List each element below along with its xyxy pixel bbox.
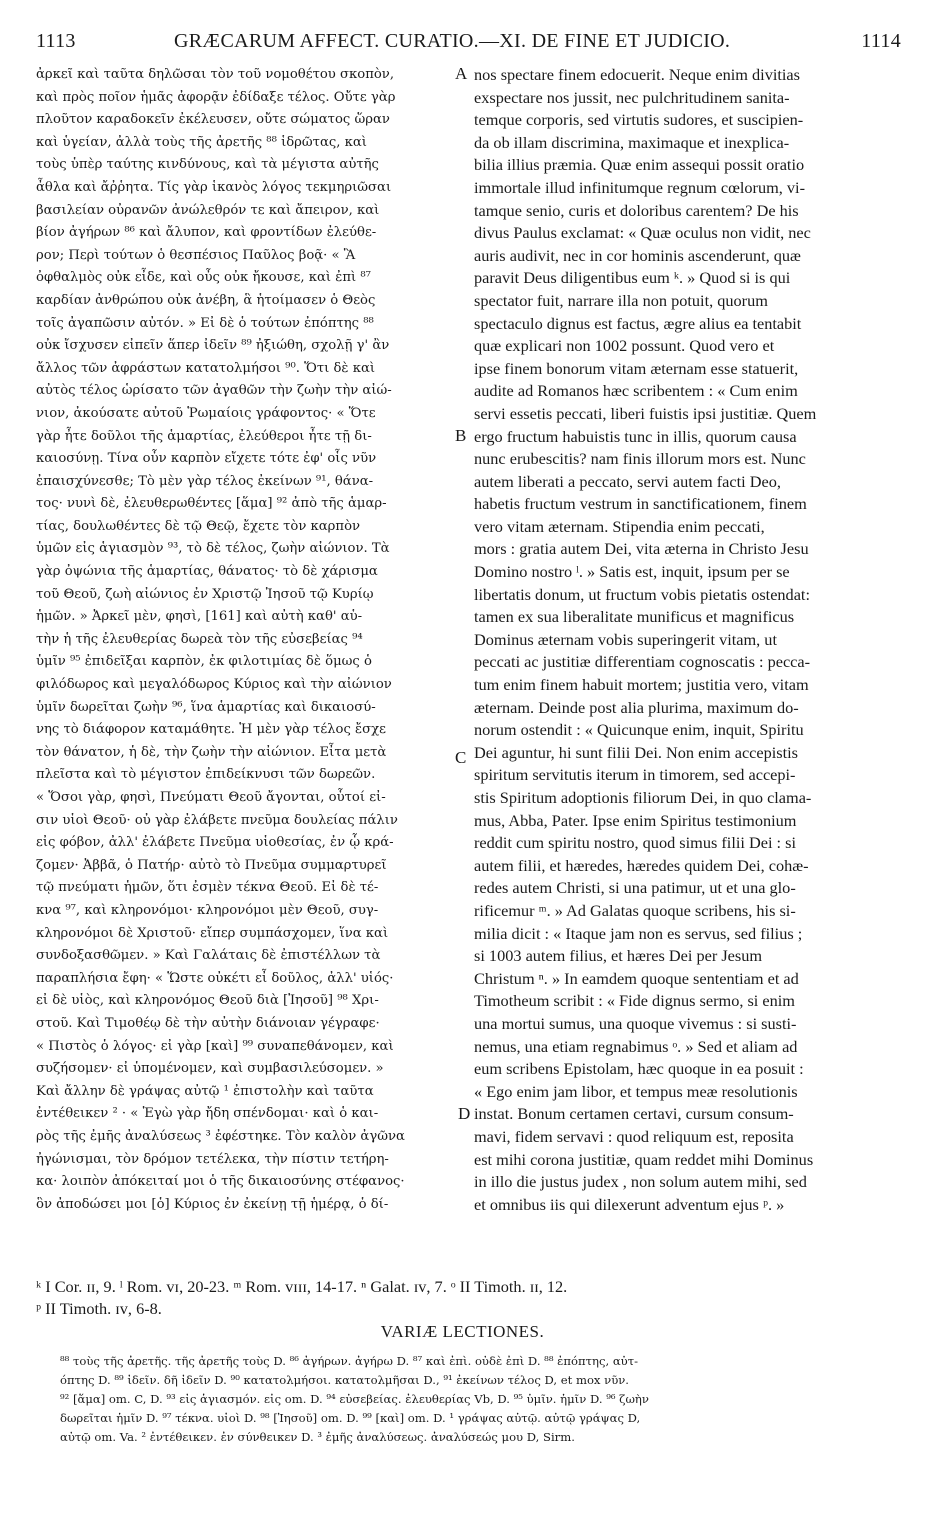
- latin-text-line: peccati ac justitiæ differentiam cognoscatis : pecca-: [474, 652, 811, 672]
- latin-text-line: autem filii, et hæredes, hæredes quidem Dei, cohæ-: [474, 855, 809, 875]
- latin-text-line: Timotheum scribit : « Fide dignus sermo, si enim: [474, 991, 795, 1011]
- latin-text-line: tamen ex sua liberalitate munificus et magnificus: [474, 607, 795, 627]
- greek-text-line: κληρονόμοι δὲ Χριστοῦ· εἴπερ συμπάσχομεν, ἵνα καὶ: [36, 925, 389, 941]
- margin-marker-c: C: [455, 748, 467, 767]
- latin-text-line: Dei aguntur, hi sunt filii Dei. Non enim accepistis: [474, 742, 799, 762]
- footnotes: [36, 1276, 896, 1320]
- greek-text-line: στοῦ. Καὶ Τιμοθέῳ δὲ τὴν αὐτὴν διάνοιαν γέγραφε·: [36, 1015, 380, 1031]
- latin-text-line: autem liberati a peccato, servi autem facti Deo,: [474, 471, 781, 491]
- latin-text-line: vero vitam æternam. Stipendia enim peccati,: [474, 516, 765, 536]
- greek-text-line: νης τὸ διάφορον καταμάθητε. Ἡ μὲν γὰρ τέλος ἔσχε: [36, 722, 386, 738]
- greek-text-line: καιοσύνῃ. Τίνα οὖν καρπὸν εἴχετε τότε ἐφ' οἷς νῦν: [36, 451, 377, 467]
- greek-text-line: ὑμῖν ⁹⁵ ἐπιδεῖξαι καρπὸν, ἐκ φιλοτιμίας δὲ ὅμως ὁ: [36, 654, 372, 670]
- latin-text-line: eum scribens Epistolam, hæc quoque in ea posuit :: [474, 1059, 804, 1079]
- greek-text-line: κα· λοιπὸν ἀπόκειταί μοι ὁ τῆς δικαιοσύνης στέφανος·: [36, 1174, 405, 1190]
- latin-text-line: quæ explicari non 1002 possunt. Quod vero et: [474, 336, 775, 356]
- latin-text-line: audite ad Romanos hæc scribentem : « Cum enim: [474, 381, 798, 401]
- page-header: [36, 30, 901, 60]
- latin-text-line: mus, Abba, Pater. Ipse enim Spiritus testimonium: [474, 810, 797, 830]
- greek-text-line: ἠγώνισμαι, τὸν δρόμον τετέλεκα, τὴν πίστιν τετήρη-: [36, 1151, 389, 1167]
- greek-text-line: ὃν ἀποδώσει μοι [ὁ] Κύριος ἐν ἐκείνῃ τῇ ἡμέρᾳ, ὁ δί-: [36, 1196, 389, 1212]
- greek-text-line: ἆθλα καὶ ἄῤῥητα. Τίς γὰρ ἱκανὸς λόγος τεκμηριῶσαι: [36, 179, 392, 195]
- greek-text-line: γὰρ ὀψώνια τῆς ἁμαρτίας, θάνατος· τὸ δὲ χάρισμα: [36, 564, 378, 580]
- margin-marker-a: A: [455, 64, 468, 83]
- latin-text-line: auris audivit, nec in cor hominis ascenderunt, quæ: [474, 245, 801, 265]
- greek-text-line: οὐκ ἴσχυσεν εἰπεῖν ἅπερ ἰδεῖν ⁸⁹ ἠξιώθη, σχολῇ γ' ἂν: [36, 338, 390, 354]
- latin-text-line: nemus, una etiam regnabimus ᵒ. » Sed et aliam ad: [474, 1036, 798, 1056]
- greek-text-line: ἀρκεῖ καὶ ταῦτα δηλῶσαι τὸν τοῦ νομοθέτου σκοπὸν,: [36, 67, 395, 82]
- greek-text-line: συνδοξασθῶμεν. » Καὶ Γαλάταις δὲ ἐπιστέλλων τὰ: [36, 948, 381, 964]
- latin-text-line: bilia illius præmia. Quæ enim assequi possit oratio: [474, 155, 805, 175]
- latin-text-line: da ob illam discrimina, maximaque et inexplica-: [474, 132, 790, 152]
- latin-text-line: paravit Deus diligentibus eum ᵏ. » Quod si is qui: [474, 268, 791, 288]
- greek-text-line: παραπλήσια ἔφη· « Ὥστε οὐκέτι εἶ δοῦλος, ἀλλ' υἱός·: [36, 970, 394, 986]
- greek-column: [36, 64, 456, 1216]
- greek-text-line: Καὶ ἄλλην δὲ γράψας αὐτῷ ¹ ἐπιστολὴν καὶ ταῦτα: [36, 1083, 374, 1099]
- greek-text-line: εἰς φόβον, ἀλλ' ἐλάβετε Πνεῦμα υἱοθεσίας, ἐν ᾧ κρά-: [36, 835, 394, 851]
- latin-text-line: mors : gratia autem Dei, vita æterna in Christo Jesu: [474, 539, 809, 559]
- greek-text-line: αὐτὸς τέλος ὡρίσατο τῶν ἀγαθῶν τὴν ζωὴν τὴν αἰώ-: [36, 383, 392, 399]
- variant-readings: [60, 1352, 896, 1447]
- latin-text-line: temque corporis, sed virtutis sudores, et suscipien-: [474, 110, 804, 130]
- greek-text-line: γὰρ ἦτε δοῦλοι τῆς ἁμαρτίας, ἐλεύθεροι ἦτε τῇ δι-: [36, 428, 372, 444]
- latin-text-line: rificemur ᵐ. » Ad Galatas quoque scribens, his si-: [474, 900, 796, 920]
- latin-text-line: norum ostendit : « Quicunque enim, inquit, Spiritu: [474, 720, 804, 740]
- margin-marker-b: B: [455, 426, 467, 445]
- latin-text-line: servi essetis peccati, liberi fuistis ipsi justitiæ. Quem: [474, 403, 817, 423]
- greek-text-line: νιον, ἀκούσατε αὐτοῦ Ῥωμαίοις γράφοντος· « Ὅτε: [36, 405, 376, 421]
- latin-text-line: exspectare nos jussit, nec pulchritudinem sanita-: [474, 87, 790, 107]
- greek-text-line: καρδίαν ἀνθρώπου οὐκ ἀνέβη, ἃ ἡτοίμασεν ὁ Θεὸς: [36, 292, 376, 308]
- greek-text-line: ἐπαισχύνεσθε; Τὸ μὲν γὰρ τέλος ἐκείνων ⁹¹, θάνα-: [36, 473, 374, 489]
- greek-text-line: « Ὅσοι γὰρ, φησὶ, Πνεύματι Θεοῦ ἄγονται, οὗτοί εἰ-: [36, 790, 386, 805]
- greek-text-line: τος· νυνὶ δὲ, ἐλευθερωθέντες [ἅμα] ⁹² ἀπὸ τῆς ἁμαρ-: [36, 496, 387, 512]
- latin-text-line: tum enim finem habuit mortem; justitia vero, vitam: [474, 675, 809, 695]
- latin-text-line: habetis fructum vestrum in sanctificationem, finem: [474, 494, 807, 514]
- latin-text-line: ipse finem bonorum vitam æternam esse statuerit,: [474, 358, 799, 378]
- greek-text-line: τοῖς ἀγαπῶσιν αὐτόν. » Εἰ δὲ ὁ τούτων ἐπόπτης ⁸⁸: [36, 315, 374, 331]
- footnote-line: ᵖ II Timoth. ɪᴠ, 6-8.: [36, 1299, 162, 1318]
- greek-text-line: ζομεν· Ἀββᾶ, ὁ Πατήρ· αὐτὸ τὸ Πνεῦμα συμμαρτυρεῖ: [36, 857, 387, 873]
- latin-text-line: spectaculo dignus est factus, ægre alius ea tentabit: [474, 313, 802, 333]
- greek-text-line: φιλόδωρος καὶ μεγαλόδωρος Κύριος καὶ τὴν αἰώνιον: [36, 677, 392, 693]
- latin-text-line: ergo fructum habuistis tunc in illis, quorum causa: [474, 426, 797, 446]
- greek-text-line: ὑμῖν δωρεῖται ζωὴν ⁹⁶, ἵνα ἁμαρτίας καὶ δικαιοσύ-: [36, 699, 376, 715]
- latin-text-line: Domino nostro ˡ. » Satis est, inquit, ipsum per se: [474, 562, 790, 582]
- latin-text-line: nos spectare finem edocuerit. Neque enim divitias: [474, 65, 800, 84]
- latin-column: [474, 64, 894, 1216]
- variae-lectiones-heading: VARIÆ LECTIONES.: [380, 1322, 545, 1341]
- greek-text-line: καὶ ὑγείαν, ἀλλὰ τοὺς τῆς ἀρετῆς ⁸⁸ ἱδρῶτας, καὶ: [36, 134, 367, 150]
- greek-text-line: ἄλλος τῶν ἀφράστων κατατολμήσοι ⁹⁰. Ὅτι δὲ καὶ: [36, 360, 376, 376]
- greek-text-line: τοῦ Θεοῦ, ζωὴ αἰώνιος ἐν Χριστῷ Ἰησοῦ τῷ Κυρίῳ: [36, 586, 374, 602]
- greek-text-line: κνα ⁹⁷, καὶ κληρονόμοι· κληρονόμοι μὲν Θεοῦ, συγ-: [36, 902, 379, 918]
- greek-text-line: τὴν ἡ τῆς ἐλευθερίας δωρεὰ τὸν τῆς εὐσεβείας ⁹⁴: [36, 631, 363, 647]
- greek-text-line: ὀφθαλμὸς οὐκ εἶδε, καὶ οὖς οὐκ ἤκουσε, καὶ ἐπὶ ⁸⁷: [36, 270, 371, 286]
- latin-text-line: mavi, fidem servavi : quod reliquum est, reposita: [474, 1126, 794, 1146]
- latin-text-line: spiritum servitutis iterum in timorem, sed accepi-: [474, 765, 796, 785]
- greek-text-line: βίον ἀγήρων ⁸⁶ καὶ ἄλυπον, καὶ φροντίδων ἐλεύθε-: [36, 225, 377, 241]
- margin-marker-d: D: [458, 1104, 471, 1123]
- latin-text-line: nunc erubescitis? nam finis illorum mors est. Nunc: [474, 449, 806, 469]
- latin-text-line: si 1003 autem filius, et hæres Dei per Jesum: [474, 946, 763, 966]
- variant-line: ⁹² [ἅμα] om. C, D. ⁹³ εἰς ἁγιασμόν. εἰς om. D. ⁹⁴ εὐσεβείας. ἐλευθερίας Vb, D. ⁹⁵ ὑμῖν. ἡμῖν D. ⁹⁶ ζωὴν: [60, 1392, 649, 1406]
- page-number-left: 1113: [36, 30, 76, 52]
- greek-text-line: βασιλείαν οὐρανῶν ἀνώλεθρόν τε καὶ ἄπειρον, καὶ: [36, 202, 380, 218]
- latin-text-line: immortale illud infinitumque regnum cœlorum, vi-: [474, 177, 805, 197]
- latin-text-line: in illo die justus judex , non solum autem mihi, sed: [474, 1172, 807, 1192]
- greek-text-line: ἐντέθεικεν ² · « Ἐγὼ γὰρ ἤδη σπένδομαι· καὶ ὁ και-: [36, 1106, 379, 1122]
- greek-text-line: καὶ πρὸς ποῖον ἡμᾶς ἀφορᾷν ἐδίδαξε τέλος. Οὔτε γὰρ: [36, 89, 396, 105]
- greek-text-line: ρὸς τῆς ἐμῆς ἀναλύσεως ³ ἐφέστηκε. Τὸν καλὸν ἀγῶνα: [36, 1128, 405, 1144]
- greek-text-line: τίας, δουλωθέντες δὲ τῷ Θεῷ, ἔχετε τὸν καρπὸν: [36, 518, 361, 534]
- latin-text-line: « Ego enim jam libor, et tempus meæ resolutionis: [474, 1081, 798, 1101]
- greek-text-line: ἡμῶν. » Ἀρκεῖ μὲν, φησὶ, [161] καὶ αὐτὴ καθ' αὑ-: [36, 609, 363, 625]
- greek-text-line: πλοῦτον καραδοκεῖν ἐκέλευσεν, οὔτε σώματος ὥραν: [36, 112, 390, 128]
- latin-text-line: libertatis donum, ut fructum vobis pietatis ostendat:: [474, 584, 810, 604]
- variant-line: αὐτῷ om. Va. ² ἐντέθεικεν. ἐν σύνθεικεν D. ³ ἐμῆς ἀναλύσεως. ἀναλύσεώς μου D, Sirm.: [60, 1430, 575, 1444]
- latin-text-line: reddit cum spiritu nostro, quod simus filii Dei : si: [474, 833, 796, 853]
- greek-text-line: εἰ δὲ υἱὸς, καὶ κληρονόμος Θεοῦ διὰ [Ἰησοῦ] ⁹⁸ Χρι-: [36, 993, 379, 1009]
- latin-text-line: tamque senio, curis et doloribus carentem? De his: [474, 200, 799, 220]
- latin-text-line: instat. Bonum certamen certavi, cursum consum-: [474, 1104, 794, 1124]
- latin-text-line: spectator fuit, narrare illa non potuit, quorum: [474, 290, 768, 310]
- latin-text-line: stis Spiritum adoptionis filiorum Dei, in quo clama-: [474, 788, 812, 807]
- latin-text-line: una mortui sumus, una quoque vivemus : si susti-: [474, 1013, 797, 1033]
- latin-text-line: est mihi corona justitiæ, quam reddet mihi Dominus: [474, 1149, 814, 1169]
- variant-line: όπτης D. ⁸⁹ ἰδεῖν. δῆ ἰδεῖν D. ⁹⁰ κατατολμήσοι. κατατολμῆσαι D., ⁹¹ ἐκείνων τέλος D, et mox νῦν.: [60, 1373, 629, 1387]
- greek-text-line: « Πιστὸς ὁ λόγος· εἰ γὰρ [καὶ] ⁹⁹ συναπεθάνομεν, καὶ: [36, 1038, 394, 1054]
- variant-line: δωρεῖται ἡμῖν D. ⁹⁷ τέκνα. υἱοὶ D. ⁹⁸ [Ἰησοῦ] om. D. ⁹⁹ [καὶ] om. D. ¹ γράψας αὐτῷ. αὐτῷ γράψας D,: [60, 1411, 641, 1425]
- latin-text-line: æternam. Deinde post alia plurima, maximum do-: [474, 697, 799, 717]
- greek-text-line: πλεῖστα καὶ τὸ μέγιστον ἐπιδείκνυσι τῶν δωρεῶν.: [36, 767, 376, 783]
- latin-text-line: divus Paulus exclamat: « Quæ oculus non vidit, nec: [474, 223, 811, 243]
- latin-text-line: Christum ⁿ. » In eamdem quoque sententiam et ad: [474, 968, 799, 988]
- greek-text-line: ὑμῶν εἰς ἁγιασμὸν ⁹³, τὸ δὲ τέλος, ζωὴν αἰώνιον. Τὰ: [36, 541, 390, 557]
- greek-text-line: σιν υἱοὶ Θεοῦ· οὐ γὰρ ἐλάβετε πνεῦμα δουλείας πάλιν: [36, 812, 398, 828]
- running-title: GRÆCARUM AFFECT. CURATIO.—XI. DE FINE ET JUDICIO.: [174, 30, 731, 52]
- page-number-right: 1114: [861, 30, 901, 52]
- variant-line: ⁸⁸ τοὺς τῆς ἀρετῆς. τῆς ἀρετῆς τοὺς D. ⁸⁶ ἀγήρων. ἀγήρω D. ⁸⁷ καὶ ἐπὶ. οὐδὲ ἐπὶ D. ⁸⁸ ἐπόπτης, αὐτ-: [60, 1354, 639, 1368]
- greek-text-line: τῷ πνεύματι ἡμῶν, ὅτι ἐσμὲν τέκνα Θεοῦ. Εἰ δὲ τέ-: [36, 880, 379, 896]
- footnote-line: ᵏ I Cor. ɪɪ, 9. ˡ Rom. ᴠɪ, 20-23. ᵐ Rom. ᴠɪɪɪ, 14-17. ⁿ Galat. ɪᴠ, 7. ᵒ II Timoth. ɪɪ, 12.: [36, 1277, 568, 1296]
- greek-text-line: τὸν θάνατον, ἡ δὲ, τὴν ζωὴν τὴν αἰώνιον. Εἶτα μετὰ: [36, 744, 387, 760]
- latin-text-line: Dominus æternam vobis superingerit vitam, ut: [474, 629, 777, 649]
- latin-text-line: milia dicit : « Itaque jam non es servus, sed filius ;: [474, 923, 803, 943]
- greek-text-line: ρον; Περὶ τούτων ὁ θεσπέσιος Παῦλος βοᾷ· « Ἃ: [36, 247, 356, 263]
- greek-text-line: τοὺς ὑπὲρ ταύτης κινδύνους, καὶ τὰ μέγιστα αὐτῆς: [36, 157, 379, 173]
- latin-text-line: et omnibus iis qui dilexerunt adventum ejus ᵖ. »: [474, 1194, 785, 1214]
- latin-text-line: redes autem Christi, si una patimur, ut et una glo-: [474, 878, 796, 898]
- greek-text-line: συζήσομεν· εἰ ὑπομένομεν, καὶ συμβασιλεύσομεν. »: [36, 1061, 384, 1077]
